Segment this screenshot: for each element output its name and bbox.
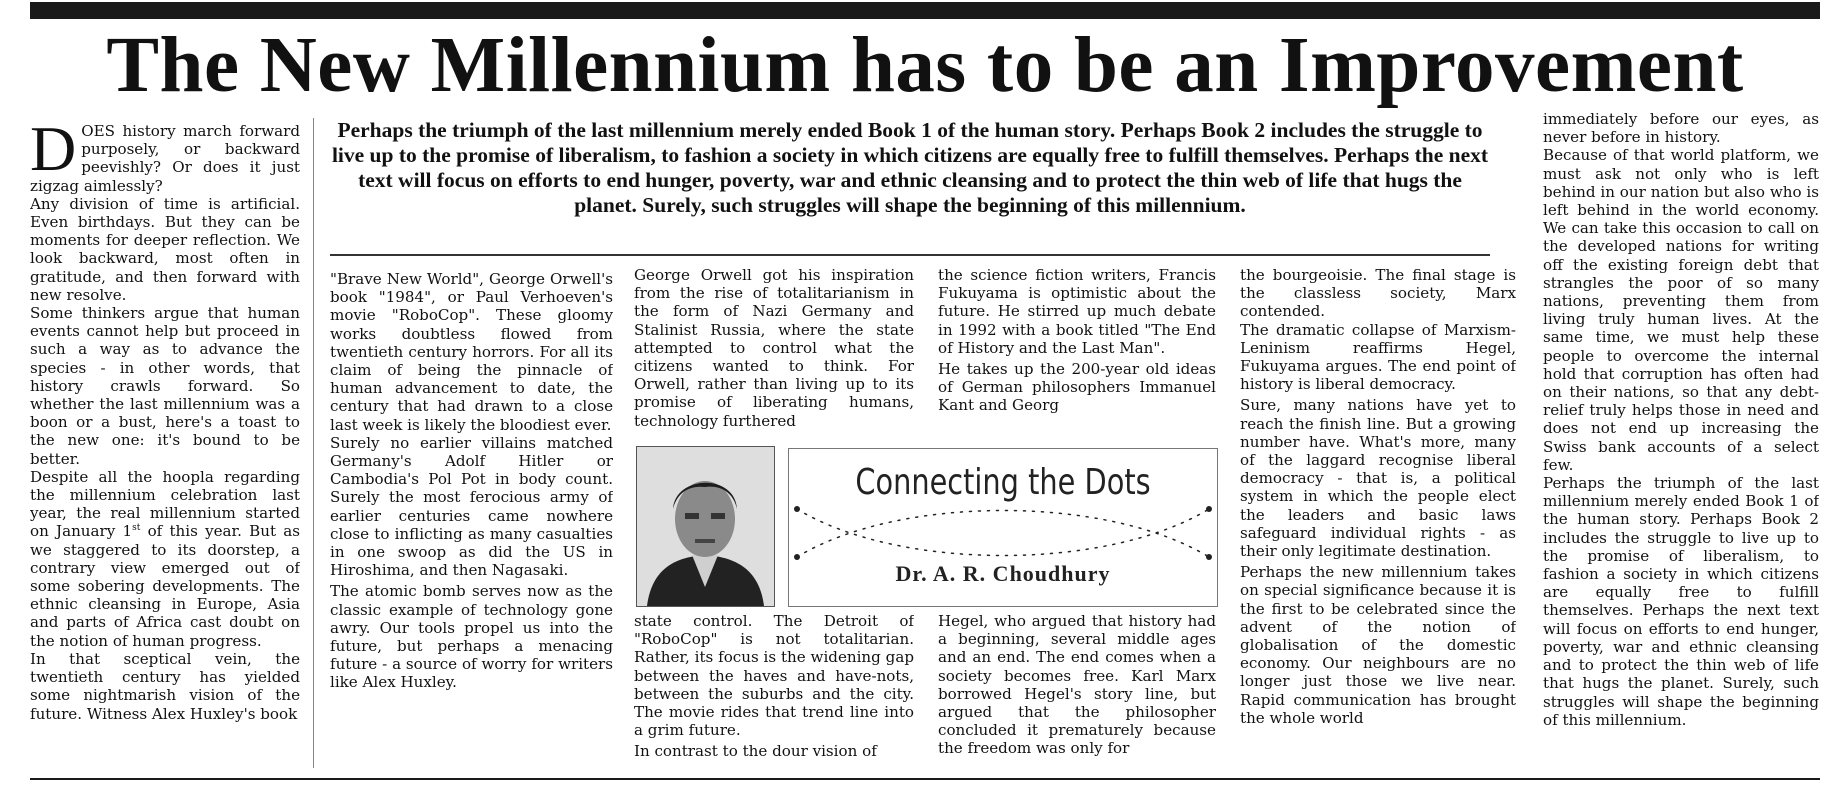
top-rule <box>30 2 1820 19</box>
paragraph: Hegel, who argued that history had a beginning, several middle ages and an end. The end comes when a society becomes free. Karl Marx borrowed Hegel's story line, but argued that the philosopher concluded it prematurely because the freedom was only for <box>938 612 1216 758</box>
paragraph-5: In that sceptical vein, the twentieth century has yielded some nightmarish vision of the future. Witness Alex Huxley's book <box>30 649 300 723</box>
deck-rule <box>330 254 1490 256</box>
paragraph: George Orwell got his inspiration from the rise of totalitarianism in the form of Nazi Germany and Stalinist Russia, where the state attempted to control what the citizens wanted to think. For Orwell, rather than living up to its promise of liberating humans, technology furthered <box>634 266 914 430</box>
paragraph-4-text-b: of this year. But as we staggered to its doorstep, a contrary view emerged out of some sobering developments. The ethnic cleansing in Europe, Asia and parts of Africa cast doubt on the notion of human progress. <box>30 522 300 650</box>
paragraph: The atomic bomb serves now as the classic example of technology gone awry. Our tools propel us into the future, but perhaps a menacing future - a source of worry for writers like Alex Huxley. <box>330 582 613 692</box>
paragraph-3: Some thinkers argue that human events cannot help but proceed in such a way as to advance the species - in other words, that history crawls forward. So whether the last millennium was a boon or a bust, here's a toast to the new one: it's bound to be better. <box>30 304 300 468</box>
paragraph: The dramatic collapse of Marxism-Leninism reaffirms Hegel, Fukuyama argues. The end point of history is liberal democracy. <box>1240 320 1516 394</box>
column-logo-author: Dr. A. R. Choudhury <box>895 561 1111 586</box>
paragraph: He takes up the 200-year old ideas of German philosophers Immanuel Kant and Georg <box>938 360 1216 415</box>
paragraph: "Brave New World", George Orwell's book "1984", or Paul Verhoeven's movie "RoboCop". These gloomy works doubtless flowed from twentieth century horrors. For all its claim of being the pinnacle of human advancement to date, the century that had drawn to a close last week is likely the bloodiest ever. <box>330 270 613 434</box>
paragraph: the bourgeoisie. The final stage is the classless society, Marx contended. <box>1240 266 1516 321</box>
paragraph: Sure, many nations have yet to reach the finish line. But a growing number have. What's more, many of the laggard recognise liberal democracy - that is, a political system in which the people elect the leaders and basic laws safeguard individual rights - as their only legitimate destination. <box>1240 396 1516 561</box>
paragraph: Perhaps the triumph of the last millennium merely ended Book 1 of the human story. Perhaps Book 2 includes the struggle to live up to the promise of liberalism, to fashion a society in which citizens are equally free to fulfill themselves. Perhaps the next text will focus on efforts to end hunger, poverty, war and ethnic cleansing and to protect the thin web of life that hugs the planet. Surely, such struggles will shape the beginning of this millennium. <box>1543 474 1819 729</box>
author-photo <box>636 446 775 607</box>
paragraph: Surely no earlier villains matched Germany's Adolf Hitler or Cambodia's Pol Pot in body count. Surely the most ferocious army of earlier centuries came nowhere close to inflicting as many casualties in one swoop as did the US in Hiroshima, and then Nagasaki. <box>330 433 613 580</box>
paragraph-4 <box>30 468 300 650</box>
headline: The New Millennium has to be an Improvement <box>106 22 1744 109</box>
column-5 <box>1240 266 1516 776</box>
column-6 <box>1543 110 1819 776</box>
column-logo-title: Connecting the Dots <box>855 462 1151 503</box>
paragraph-1-text: OES history march forward purposely, or backward peevishly? Or does it just zigzag aimlessly? <box>30 122 300 195</box>
ordinal-suffix: st <box>132 523 141 534</box>
column-logo <box>788 448 1218 607</box>
column-3-top <box>634 266 914 438</box>
column-4-bottom <box>938 612 1216 776</box>
column-4-top <box>938 266 1216 438</box>
column-2 <box>330 270 613 774</box>
paragraph-1 <box>30 122 300 195</box>
deck-summary: Perhaps the triumph of the last millennium merely ended Book 1 of the human story. Perhaps Book 2 includes the struggle to live up to the promise of liberalism, to fashion a society in which citizens are equally free to fulfill themselves. Perhaps the next text will focus on efforts to end hunger, poverty, war and ethnic cleansing and to protect the thin web of life that hugs the planet. Surely, such struggles will shape the beginning of this millennium. <box>331 118 1489 217</box>
paragraph-2: Any division of time is artificial. Even birthdays. But they can be moments for deeper reflection. We look backward, most often in gratitude, and then forward with new resolve. <box>30 194 300 304</box>
column-1 <box>30 122 300 774</box>
bottom-rule <box>30 778 1820 780</box>
drop-cap: D <box>30 122 77 184</box>
paragraph: Because of that world platform, we must ask not only who is left behind in our nation but also who is left behind in the world economy. We can take this occasion to call on the developed nations for writing off the existing foreign debt that strangles the poor of so many nations, preventing them from living truly human lives. At the same time, we must help these people to overcome the internal hold that corruption has often had on their nations, so that any debt-relief truly helps those in need and does not end up increasing the Swiss bank accounts of a select few. <box>1543 146 1819 474</box>
column-3-bottom <box>634 612 914 776</box>
paragraph-4-text-a: Despite all the hoopla regarding the millennium celebration last year, the real millennium started on January 1 <box>30 467 300 541</box>
paragraph: In contrast to the dour vision of <box>634 742 877 761</box>
column-divider <box>313 118 314 768</box>
paragraph: the science fiction writers, Francis Fukuyama is optimistic about the future. He stirred up much debate in 1992 with a book titled "The End of History and the Last Man". <box>938 266 1216 357</box>
paragraph: state control. The Detroit of "RoboCop" is not totalitarian. Rather, its focus is the widening gap between the haves and have-nots, between the suburbs and the city. The movie rides that trend line into a grim future. <box>634 612 914 740</box>
paragraph: Perhaps the new millennium takes on special significance because it is the first to be celebrated since the advent of the notion of globalisation of the domestic economy. Our neighbours are no longer just those we live near. Rapid communication has brought the whole world <box>1240 563 1516 727</box>
author-portrait-image <box>637 447 774 606</box>
paragraph: immediately before our eyes, as never before in history. <box>1543 110 1819 147</box>
